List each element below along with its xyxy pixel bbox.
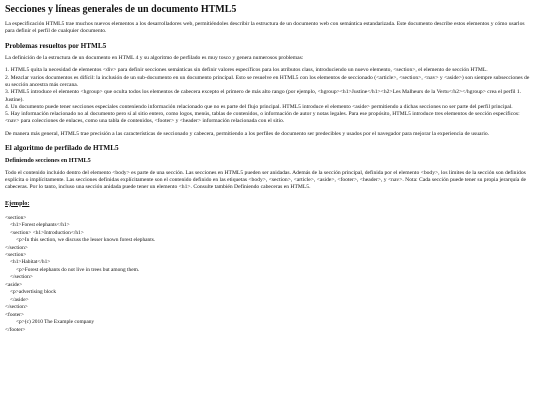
problems-heading: Problemas resueltos por HTML5 <box>5 41 107 50</box>
problem-item: 4. Un documento puede tener secciones especiales conteniendo información relacionado que no es parte del flujo principal. HTML5 introduce el elemento <aside> permitiendo a dichas secciones no ser parte del perfil principal. <box>5 103 513 110</box>
problems-closing: De manera más general, HTML5 trae precisión a las características de seccionado y cabecera, permitiendo a los perfiles de documento ser predecibles y usados por el navegador para mejorar la experiencia de usuario. <box>5 130 490 137</box>
code-line: </section> <box>5 304 28 311</box>
code-line: </section> <box>10 274 33 281</box>
code-line: <p>In this section, we discuss the lesser known forest elephants. <box>16 237 156 244</box>
code-line: </footer> <box>5 326 26 333</box>
page-title: Secciones y líneas generales de un documento HTML5 <box>5 4 237 15</box>
code-line: </section> <box>5 244 28 251</box>
problems-lead: La definición de la estructura de un documento en HTML 4 y su algoritmo de perfilado es muy tosco y genera numerosos problemas: <box>5 55 304 62</box>
code-line: <section> <h1>Introduction</h1> <box>10 229 84 236</box>
code-line: <p>(c) 2010 The Example company <box>16 319 95 326</box>
code-line: <section> <box>5 214 27 221</box>
sections-subheading: Definiendo secciones en HTML5 <box>5 157 91 165</box>
example-label: Ejemplo: <box>5 199 30 207</box>
problem-item: 2. Mezclar varios documentos es difícil: la inclusión de un sub-documento en un documento principal. Esto se resuelve en HTML5 con los elementos de seccionado (<article>, <section>, <nav> y <aside>) son siempre subsecciones de su sección ancestra más cercana. <box>5 74 530 88</box>
code-line: <h1>Forest elephants</h1> <box>10 222 70 229</box>
problems-list <box>5 67 535 125</box>
algorithm-heading: El algoritmo de perfilado de HTML5 <box>5 143 119 152</box>
code-example <box>5 215 535 334</box>
algorithm-body: Todo el contenido incluido dentro del elemento <body> es parte de una sección. Las secciones en HTML5 pueden ser anidadas. Además de la sección principal, definida por el elemento <body>, los límites de la sección son definidos explícita o implícitamente. Las secciones definidas explícitamente son el contenido definido en las etiquetas <body>, <section>, <article>, <aside>, <footer>, <header>, y <nav>. Nota: Cada sección puede tener su propia jerarquía de cabeceras. Por lo tanto, incluso una sección anidada puede tener un elemento <h1>. Consulte también Definiendo cabeceras en HTML5. <box>5 169 527 191</box>
code-line: <section> <box>5 251 27 258</box>
code-line: <p>advertising block <box>10 289 57 296</box>
problem-item: 1. HTML5 quita la necesidad de elementos <div> para definir secciones semánticas sin definir valores específicos para los atributos class, introduciendo un nuevo elemento, <section>, el elemento de sección HTML. <box>5 67 488 74</box>
intro-paragraph: La especificación HTML5 trae muchos nuevos elementos a los desarrolladores web, permitiéndoles describir la estructura de un documento web con semántica estandarizada. Este documento describe estos elementos y cómo usarlos para definir el perfil de cualquier documento. <box>5 21 525 35</box>
problem-item: 5. Hay información relacionado no al documento pero sí al sitio entero, como logos, menús, tablas de contenidos, o información de autor y notas legales. Para ese propósito, HTML5 introduce tres elementos de sección específicos: <nav> para colecciones de enlaces, como una tabla de contenidos, <footer> y <header> información relacionada con el sitio. <box>5 111 520 125</box>
code-line: <p>Forest elephants do not live in trees but among them. <box>16 266 140 273</box>
code-line: </aside> <box>10 296 29 303</box>
code-line: <aside> <box>5 281 23 288</box>
code-line: <h1>Habitat</h1> <box>10 259 51 266</box>
code-line: <footer> <box>5 311 24 318</box>
problem-item: 3. HTML5 introduce el elemento <hgroup> que oculta todos los elementos de cabecera excepto el primero de más alto rango (por ejemplo, <hgroup><h1>Justine</h1><h2>Les Malheurs de la Vertu</h2></hgroup> crea el perfil 1. Justine). <box>5 89 522 103</box>
